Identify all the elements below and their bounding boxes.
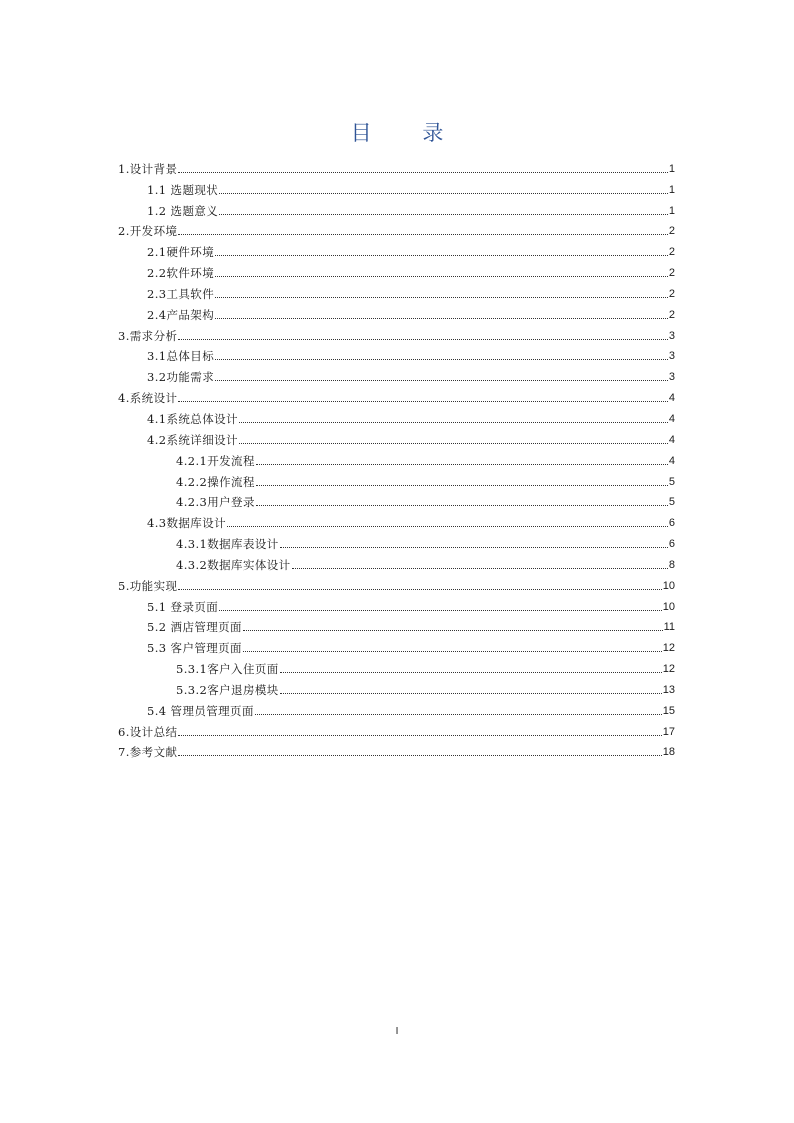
toc-title: 目 录 [350, 121, 466, 145]
toc-entry[interactable] [118, 447, 675, 468]
toc-entry-page-number: 12 [662, 663, 675, 676]
toc-entry-text: 5.3 客户管理页面 [147, 641, 242, 656]
dot-leader [256, 485, 668, 486]
toc-entry-page-number: 17 [662, 725, 675, 738]
toc-entry[interactable] [118, 593, 675, 614]
toc-entry-text: 5.1 登录页面 [147, 599, 219, 614]
toc-entry-text: 2.1硬件环境 [147, 245, 215, 260]
dot-leader [178, 339, 668, 340]
toc-entry-page-number: 18 [662, 746, 675, 759]
toc-entry[interactable] [118, 551, 675, 572]
toc-entry-text: 5.4 管理员管理页面 [147, 703, 254, 718]
toc-entry-page-number: 2 [668, 267, 675, 280]
dot-leader [256, 505, 668, 506]
toc-entry[interactable] [118, 426, 675, 447]
dot-leader [178, 401, 668, 402]
dot-leader [215, 380, 668, 381]
dot-leader [227, 526, 668, 527]
toc-entry-text: 1.1 选题现状 [147, 182, 219, 197]
toc-entry[interactable] [118, 301, 675, 322]
toc-entry[interactable] [118, 509, 675, 530]
dot-leader [219, 214, 668, 215]
toc-entry-page-number: 4 [668, 412, 675, 425]
toc-entry[interactable] [118, 572, 675, 593]
toc-entry-page-number: 3 [668, 329, 675, 342]
toc-entry-text: 5.3.1客户入住页面 [176, 662, 279, 677]
dot-leader [215, 318, 668, 319]
toc-entry-page-number: 8 [668, 558, 675, 571]
toc-entry-text: 1.2 选题意义 [147, 203, 219, 218]
toc-entry-page-number: 6 [668, 517, 675, 530]
toc-entry-text: 4.2.1开发流程 [176, 453, 255, 468]
toc-entry[interactable] [118, 218, 675, 239]
toc-entry-page-number: 4 [668, 454, 675, 467]
toc-entry[interactable] [118, 363, 675, 384]
toc-entry[interactable] [118, 468, 675, 489]
toc-entry-page-number: 2 [668, 246, 675, 259]
toc-entry[interactable] [118, 634, 675, 655]
dot-leader [178, 755, 661, 756]
toc-entry-page-number: 1 [668, 162, 675, 175]
dot-leader [239, 443, 668, 444]
toc-entry-page-number: 6 [668, 538, 675, 551]
toc-entry-text: 4.系统设计 [118, 391, 178, 406]
toc-entry-text: 5.2 酒店管理页面 [147, 620, 242, 635]
dot-leader [178, 735, 661, 736]
toc-entry[interactable] [118, 697, 675, 718]
dot-leader [178, 172, 668, 173]
dot-leader [178, 234, 668, 235]
dot-leader [243, 630, 663, 631]
toc-entry-text: 4.2.3用户登录 [176, 495, 255, 510]
toc-entry-page-number: 2 [668, 308, 675, 321]
toc-entry-page-number: 11 [663, 621, 675, 634]
toc-entry[interactable] [118, 718, 675, 739]
toc-entry[interactable] [118, 322, 675, 343]
toc-entry-text: 4.2系统详细设计 [147, 432, 238, 447]
toc-entry[interactable] [118, 384, 675, 405]
toc-entry-page-number: 3 [668, 371, 675, 384]
toc-entry-text: 5.3.2客户退房模块 [176, 682, 279, 697]
toc-entry-page-number: 5 [668, 496, 675, 509]
toc-entry-page-number: 2 [668, 225, 675, 238]
toc-entry-text: 2.开发环境 [118, 224, 178, 239]
dot-leader [280, 693, 662, 694]
dot-leader [215, 297, 668, 298]
toc-entry-text: 3.1总体目标 [147, 349, 215, 364]
dot-leader [219, 610, 662, 611]
dot-leader [280, 672, 662, 673]
toc-entry-page-number: 12 [662, 642, 675, 655]
dot-leader [243, 651, 662, 652]
dot-leader [219, 193, 668, 194]
toc-entry-page-number: 13 [662, 683, 675, 696]
toc-entry[interactable] [118, 280, 675, 301]
toc-entry-text: 4.1系统总体设计 [147, 411, 238, 426]
toc-entry-text: 4.3数据库设计 [147, 516, 226, 531]
toc-entry-page-number: 10 [662, 579, 675, 592]
toc-entry[interactable] [118, 238, 675, 259]
dot-leader [178, 589, 661, 590]
dot-leader [215, 359, 668, 360]
toc-entry-page-number: 4 [668, 433, 675, 446]
toc-entry[interactable] [118, 614, 675, 635]
page-number: I [395, 1026, 399, 1037]
toc-entry-page-number: 15 [662, 704, 675, 717]
toc-entry-text: 2.2软件环境 [147, 266, 215, 281]
dot-leader [255, 714, 662, 715]
toc-entry-page-number: 2 [668, 287, 675, 300]
toc-entry-text: 2.3工具软件 [147, 286, 215, 301]
dot-leader [215, 255, 668, 256]
toc-entry-text: 5.功能实现 [118, 578, 178, 593]
toc-entry[interactable] [118, 155, 675, 176]
toc-entry-text: 1.设计背景 [118, 161, 178, 176]
toc-entry[interactable] [118, 739, 675, 760]
toc-entry-text: 2.4产品架构 [147, 307, 215, 322]
toc-entry-text: 4.2.2操作流程 [176, 474, 255, 489]
toc-entry-text: 3.2功能需求 [147, 370, 215, 385]
toc-entry[interactable] [118, 489, 675, 510]
toc-entry[interactable] [118, 405, 675, 426]
toc-entry[interactable] [118, 259, 675, 280]
toc-entry-page-number: 1 [668, 183, 675, 196]
toc-entry[interactable] [118, 530, 675, 551]
toc-entry-text: 7.参考文献 [118, 745, 178, 760]
toc-entry-page-number: 3 [668, 350, 675, 363]
toc-entry[interactable] [118, 176, 675, 197]
dot-leader [280, 547, 668, 548]
toc-entry[interactable] [118, 343, 675, 364]
toc-entry-page-number: 1 [668, 204, 675, 217]
toc-entry-page-number: 10 [662, 600, 675, 613]
table-of-contents [118, 155, 675, 759]
toc-entry[interactable] [118, 655, 675, 676]
toc-entry-text: 6.设计总结 [118, 724, 178, 739]
toc-entry-text: 4.3.2数据库实体设计 [176, 557, 291, 572]
dot-leader [215, 276, 668, 277]
toc-entry[interactable] [118, 197, 675, 218]
toc-entry-text: 4.3.1数据库表设计 [176, 537, 279, 552]
toc-entry[interactable] [118, 676, 675, 697]
dot-leader [292, 568, 668, 569]
toc-entry-page-number: 5 [668, 475, 675, 488]
toc-entry-page-number: 4 [668, 392, 675, 405]
dot-leader [239, 422, 668, 423]
toc-entry-text: 3.需求分析 [118, 328, 178, 343]
dot-leader [256, 464, 668, 465]
